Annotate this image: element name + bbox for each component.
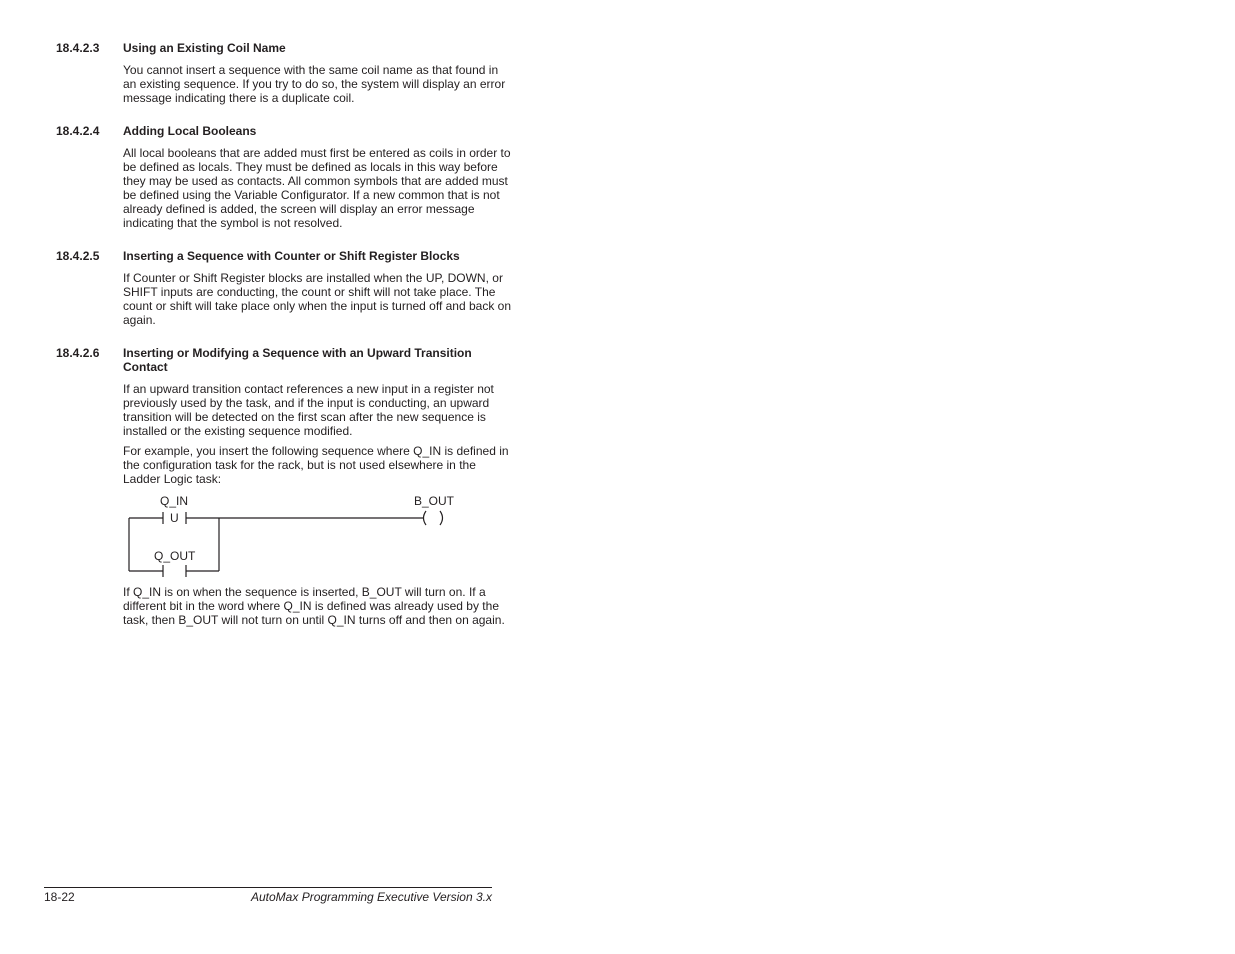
section-heading: Inserting a Sequence with Counter or Shift Register Blocks	[123, 249, 460, 263]
ladder-diagram	[123, 492, 463, 580]
contact-label-q-out: Q_OUT	[154, 549, 196, 563]
body-paragraph: If Q_IN is on when the sequence is inserted, B_OUT will turn on. If a different bit in the word where Q_IN is defined was already used by the task, then B_OUT will not turn on until Q_IN turns off and then on again.	[123, 585, 505, 627]
contact-label-q-in: Q_IN	[160, 494, 189, 508]
body-paragraph: You cannot insert a sequence with the same coil name as that found in an existing sequence. If you try to do so, the system will display an error message indicating there is a duplicate coil.	[123, 63, 506, 105]
coil-label-b-out: B_OUT	[414, 494, 455, 508]
body-paragraph: All local booleans that are added must first be entered as coils in order to be defined as locals. They must be defined as locals in this way before they may be used as contacts. All common symbols that are added must be defined using the Variable Configurator. If a new common that is not already defined is added, the screen will display an error message indicating that the symbol is not resolved.	[123, 146, 511, 230]
section-heading: Using an Existing Coil Name	[123, 41, 286, 55]
section-number: 18.4.2.5	[56, 249, 100, 263]
footer-divider	[44, 887, 492, 888]
section-heading: Inserting or Modifying a Sequence with an Upward Transition Contact	[123, 346, 472, 374]
coil-paren-left	[424, 511, 427, 525]
body-paragraph: For example, you insert the following sequence where Q_IN is defined in the configuration task for the rack, but is not used elsewhere in the Ladder Logic task:	[123, 444, 509, 486]
body-paragraph: If an upward transition contact references a new input in a register not previously used by the task, and if the input is conducting, an upward transition will be detected on the first scan after the new sequence is installed or the existing sequence modified.	[123, 382, 494, 438]
ladder-diagram-svg	[123, 492, 463, 580]
footer-doc-title: AutoMax Programming Executive Version 3.x	[251, 890, 492, 904]
page-number: 18-22	[44, 890, 75, 904]
contact-symbol-upward: U	[170, 511, 179, 525]
body-paragraph: If Counter or Shift Register blocks are installed when the UP, DOWN, or SHIFT inputs are conducting, the count or shift will not take place. The count or shift will take place only when the input is turned off and back on again.	[123, 271, 512, 327]
section-number: 18.4.2.3	[56, 41, 100, 55]
section-number: 18.4.2.6	[56, 346, 100, 360]
coil-paren-right	[440, 511, 443, 525]
section-number: 18.4.2.4	[56, 124, 100, 138]
section-heading: Adding Local Booleans	[123, 124, 257, 138]
